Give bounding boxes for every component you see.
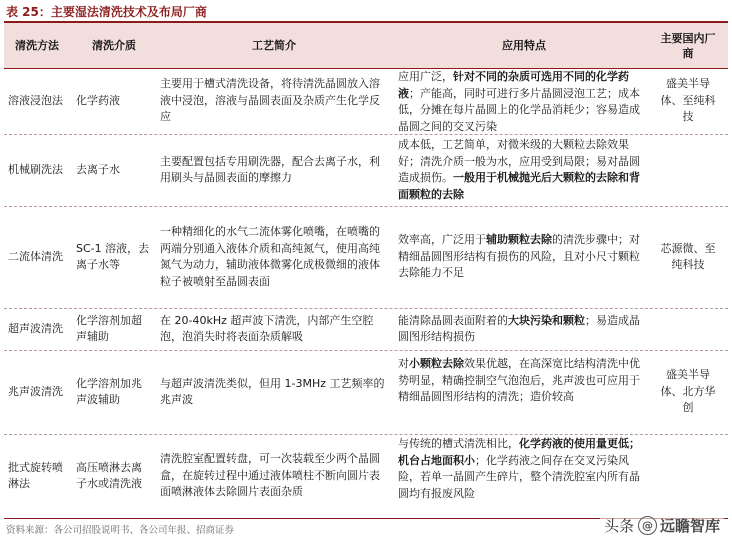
row2-maker (658, 134, 718, 206)
watermark-logo: 头条 (603, 516, 634, 535)
watermark-text: 远瞻智库 (659, 516, 720, 535)
row1-method: 溶液浸泡法 (8, 93, 63, 107)
header-medium: 清洗介质 (92, 39, 136, 52)
row4-maker (658, 308, 718, 350)
header-maker: 主要国内厂商 (660, 31, 716, 60)
row6-method: 批式旋转喷淋法 (8, 460, 63, 490)
row2-process: 主要配置包括专用刷洗器，配合去离子水，利用刷头与晶圆表面的摩擦力 (160, 154, 380, 184)
row6-maker (658, 434, 718, 518)
row6-medium: 高压喷淋去离子水或清洗液 (76, 460, 142, 490)
row6-process: 清洗腔室配置转盘，可一次装载至少两个晶圆盒，在旋转过程中通过液体喷柱不断向圆片表面喷淋液体去除圆片表面杂质 (160, 452, 380, 499)
header-process: 工艺简介 (252, 39, 296, 52)
row2-apply: 成本低，工艺简单，对微米级的大颗粒去除效果好；清洗介质一般为水，应用受到局限；易对晶圆造成损伤。一般用于机械抛光后大颗粒的去除和背面颗粒的去除 (398, 138, 640, 201)
row3-medium: SC-1 溶液，去离子水等 (76, 241, 150, 271)
row3-apply: 效率高，广泛用于辅助颗粒去除的清洗步骤中；对精细晶圆图形结构有损伤的风险，且对小尺寸颗粒去除能力不足 (398, 233, 640, 280)
row1-process: 主要用于槽式清洗设备，将待清洗晶圆放入溶液中浸泡，溶液与晶圆表面及杂质产生化学反应 (160, 77, 380, 124)
watermark (600, 512, 724, 538)
row5-maker: 盛美半导体、北方华创 (660, 368, 716, 415)
row5-method: 兆声波清洗 (8, 384, 63, 398)
row2-medium: 去离子水 (76, 162, 120, 176)
row6-apply: 与传统的槽式清洗相比，化学药液的使用量更低；机台占地面积小；化学药液之间存在交叉污染风险，若单一晶圆产生碎片，整个清洗腔室内所有晶圆均有报废风险 (398, 437, 640, 500)
row1-apply: 应用广泛，针对不同的杂质可选用不同的化学药液；产能高，同时可进行多片晶圆浸泡工艺；成本低，分摊在每片晶圆上的化学品消耗少；容易造成晶圆之间的交叉污染 (398, 70, 640, 133)
row3-maker: 芯源微、至纯科技 (660, 241, 716, 271)
row5-apply: 对小颗粒去除效果优越，在高深宽比结构清洗中优势明显，精确控制空气泡泡后，兆声波也可应用于精细晶圆图形结构的清洗；造价较高 (398, 357, 640, 403)
row3-method: 二流体清洗 (8, 249, 63, 263)
table-title: 表 25：主要湿法清洗技术及布局厂商 (6, 5, 207, 19)
row1-maker: 盛美半导体、至纯科技 (660, 77, 716, 124)
row2-method: 机械刷洗法 (8, 162, 63, 176)
row4-apply: 能清除晶圆表面附着的大块污染和颗粒；易造成晶圆图形结构损伤 (398, 313, 640, 343)
row4-method: 超声波清洗 (8, 321, 63, 335)
row5-medium: 化学溶剂加兆声波辅助 (76, 376, 142, 406)
row4-medium: 化学溶剂加超声辅助 (76, 313, 142, 343)
row1-medium: 化学药液 (76, 93, 120, 107)
header-method: 清洗方法 (15, 39, 59, 52)
row4-process: 在 20-40kHz 超声波下清洗，内部产生空腔泡，泡消失时将表面杂质解吸 (160, 313, 374, 343)
row3-process: 一种精细化的水气二流体雾化喷嘴，在喷嘴的两端分别通入液体介质和高纯氮气，使用高纯氮气为动力，辅助液体微雾化成极微细的液体粒子被喷射至晶圆表面 (160, 225, 380, 288)
source-note: 资料来源：各公司招股说明书、各公司年报、招商证券 (6, 525, 235, 536)
at-icon: @ (638, 516, 657, 535)
row5-process: 与超声波清洗类似，但用 1-3MHz 工艺频率的兆声波 (160, 376, 385, 406)
header-apply: 应用特点 (502, 39, 546, 52)
